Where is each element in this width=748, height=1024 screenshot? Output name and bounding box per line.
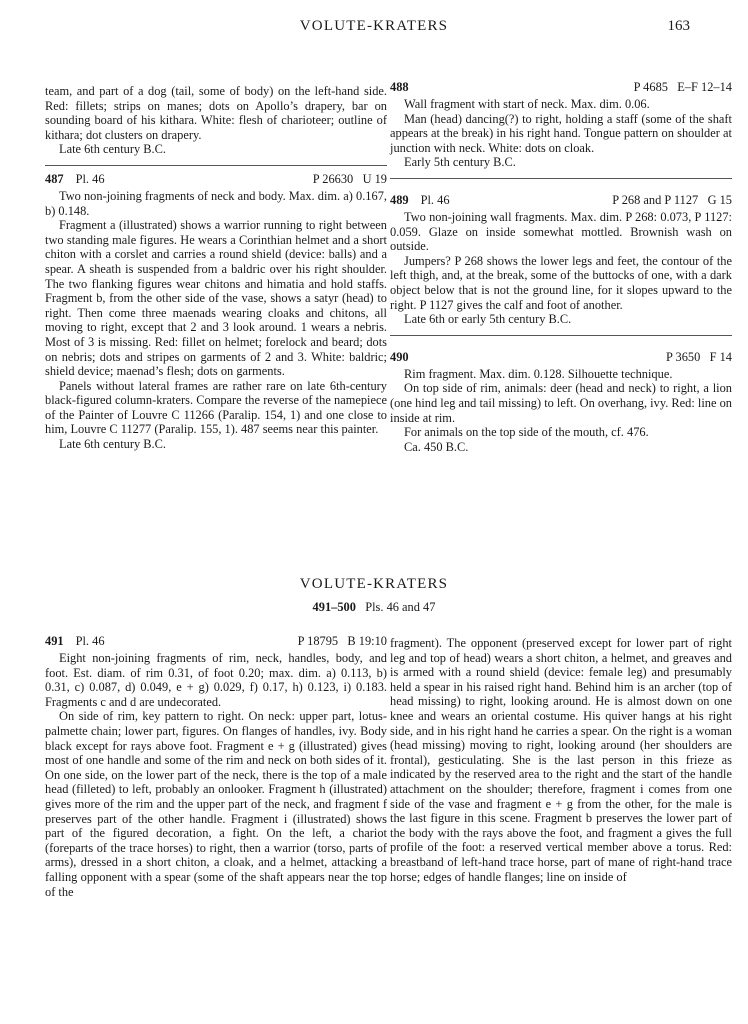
entry-number: 491 <box>45 634 64 648</box>
entry-489 <box>390 193 732 327</box>
commentary: Panels without lateral frames are rather rare on late 6th-century black-figured column-kraters. Compare the reverse of the namepiece of the Painter of Louvre C 11266 (Paralip. 154, 1) and one close to him, Louvre C 11277 (Paralip. 155, 1). 487 seems near this painter. <box>45 378 387 437</box>
entry-491 <box>45 634 387 899</box>
bottom-left-column <box>45 634 387 899</box>
dimensions: Wall fragment with start of neck. Max. dim. 0.06. <box>404 97 650 111</box>
date: Late 6th century B.C. <box>59 437 167 452</box>
entry-487 <box>45 172 387 452</box>
entry-heading <box>45 634 387 649</box>
inventory-number: P 4685 <box>633 80 668 94</box>
inventory-number: P 26630 <box>312 171 354 186</box>
entry-divider <box>390 178 732 179</box>
deposit-ref: F 14 <box>709 349 732 364</box>
description: Man (head) dancing(?) to right, holding a staff (some of the shaft appears at the break) in his right hand. Tongue pattern on shoulder at junction with neck. White: dots on cloak. <box>390 111 732 155</box>
continuation-date: Late 6th century B.C. <box>59 142 167 157</box>
deposit-ref: B 19:10 <box>347 634 387 648</box>
entry-number: 487 <box>45 171 64 186</box>
date: Late 6th or early 5th century B.C. <box>404 312 572 327</box>
date: Early 5th century B.C. <box>404 155 516 170</box>
top-left-column <box>45 84 387 452</box>
section-subtitle <box>0 600 748 615</box>
deposit-ref: E–F 12–14 <box>677 80 732 94</box>
description: On top side of rim, animals: deer (head and neck) to right, a lion (one hind leg and tail missing) to left. On overhang, ivy. Red: line on inside at rim. <box>390 381 732 425</box>
running-title: VOLUTE-KRATERS <box>299 18 449 34</box>
plate-ref: Pl. 46 <box>75 171 105 186</box>
dimensions: Two non-joining fragments of neck and body. Max. dim. a) 0.167, b) 0.148. <box>45 188 387 218</box>
description: Jumpers? P 268 shows the lower legs and feet, the contour of the left thigh, and, at the break, some of the buttocks of one, with a dark object below that is not the ground line, for it slopes upward to the right. P 1127 gives the calf and foot of another. <box>390 253 732 312</box>
entry-heading <box>390 80 732 95</box>
entry-490 <box>390 350 732 455</box>
section-title: VOLUTE-KRATERS <box>299 576 449 592</box>
dimensions: Two non-joining wall fragments. Max. dim. P 268: 0.073, P 1127: 0.059. Glaze on inside somewhat mottled. Brownish wash on outside. <box>390 209 732 254</box>
entry-488 <box>390 80 732 170</box>
dimensions: Eight non-joining fragments of rim, neck, handles, body, and foot. Est. diam. of rim 0.31, of foot 0.20; max. dim. a) 0.113, b) 0.31, c) 0.087, d) 0.049, e + g) 0.029, f) 0.17, h) 0.123, i) 0.183. Fragments c and d are undecorated. <box>45 651 387 709</box>
section-plates: Pls. 46 and 47 <box>365 600 436 614</box>
entry-divider <box>390 335 732 336</box>
section-range: 491–500 <box>312 600 356 614</box>
description: Fragment a (illustrated) shows a warrior running to right between two standing male figures. He wears a Corinthian helmet and a short chiton with a corslet and carries a round shield (device: balls) and a spear. A sheath is suspended from a baldric over his right shoulder. The two flanking figures wear chitons and himatia and hold staffs. Fragment b, from the other side of the vase, shows a satyr (head) to right. Then come three maenads wearing cloaks and chitons, all moving to right, except that 2 and 3 look around. 1 wears a nebris. Most of 3 is missing. Red: fillet on helmet; forelock and beard; dots on nebris; dots and stripes on garments of 2 and 3. White: baldric; shield device; maenad’s flesh; dots on garments. <box>45 218 387 379</box>
entry-heading <box>45 172 387 187</box>
entry-number: 488 <box>390 80 409 94</box>
deposit-ref: G 15 <box>707 192 732 207</box>
inventory-number: P 18795 <box>297 634 339 648</box>
plate-ref: Pl. 46 <box>420 192 450 207</box>
entry-heading <box>390 350 732 365</box>
continuation-text: team, and part of a dog (tail, some of body) on the left-hand side. Red: fillets; strips on manes; dots on Apollo’s drapery, bar on sounding board of his kithara. White: flesh of charioteer; outline of kithara; dot clusters on drapery. <box>45 84 387 142</box>
date: Ca. 450 B.C. <box>404 439 469 454</box>
entry-number: 489 <box>390 192 409 207</box>
description-continued: fragment). The opponent (preserved except for lower part of right leg and top of head) wears a short chiton, a helmet, and greaves and is armed with a round shield (device: female leg) and presumably held a spear in his raised right hand. Behind him is an archer (top of head missing) to right, looking around. He is almost down on one knee and wears an oriental costume. His quiver hangs at his right side, and in his right hand he carries a spear. On the right is a woman (head missing) moving to right, looking around (her shoulders are frontal), gesticulating. She is the last person in this frieze as indicated by the reserved area to the right and the start of the handle attachment on the shoulder; therefore, fragment i comes from one side of the vase and fragment e + g from the other, for the male is the last figure in this scene. Fragment b preserves the lower part of the body with the rays above the foot, and fragment a gives the full profile of the foot: a reserved vertical member above a torus. Red: breastband of left-hand trace horse, part of mane of right-hand trace horse; edges of handle flanges; line on inside of <box>390 636 732 884</box>
top-right-column <box>390 80 732 454</box>
entry-heading <box>390 193 732 208</box>
page-number: 163 <box>667 18 690 34</box>
plate-ref: Pl. 46 <box>75 634 105 648</box>
deposit-ref: U 19 <box>362 171 387 186</box>
inventory-number: P 3650 <box>666 349 701 364</box>
entry-divider <box>45 165 387 166</box>
bottom-right-column <box>390 636 732 884</box>
comparison: For animals on the top side of the mouth, cf. 476. <box>404 425 649 440</box>
description: On side of rim, key pattern to right. On neck: upper part, lotus-palmette chain; lower part, figures. On flanges of handles, ivy. Body black except for rays above foot. Fragment e + g (illustrated) gives most of one handle and some of the rim and neck on both sides of it. On one side, on the lower part of the neck, there is the top of a male head (filleted) to left, probably an onlooker. Fragment h (illustrated) gives more of the rim and the upper part of the neck, and fragment f preserves part of the other handle. Fragment i (illustrated) shows part of the figured decoration, a fight. On the left, a chariot (foreparts of the trace horses) to right, then a warrior (torso, parts of arms), dressed in a short chiton, a cloak, and a helmet, attacking a falling opponent with a spear (some of the shaft appears near the top of the <box>45 709 387 899</box>
inventory-number: P 268 and P 1127 <box>612 192 699 207</box>
entry-number: 490 <box>390 349 409 364</box>
dimensions: Rim fragment. Max. dim. 0.128. Silhouette technique. <box>404 366 673 381</box>
